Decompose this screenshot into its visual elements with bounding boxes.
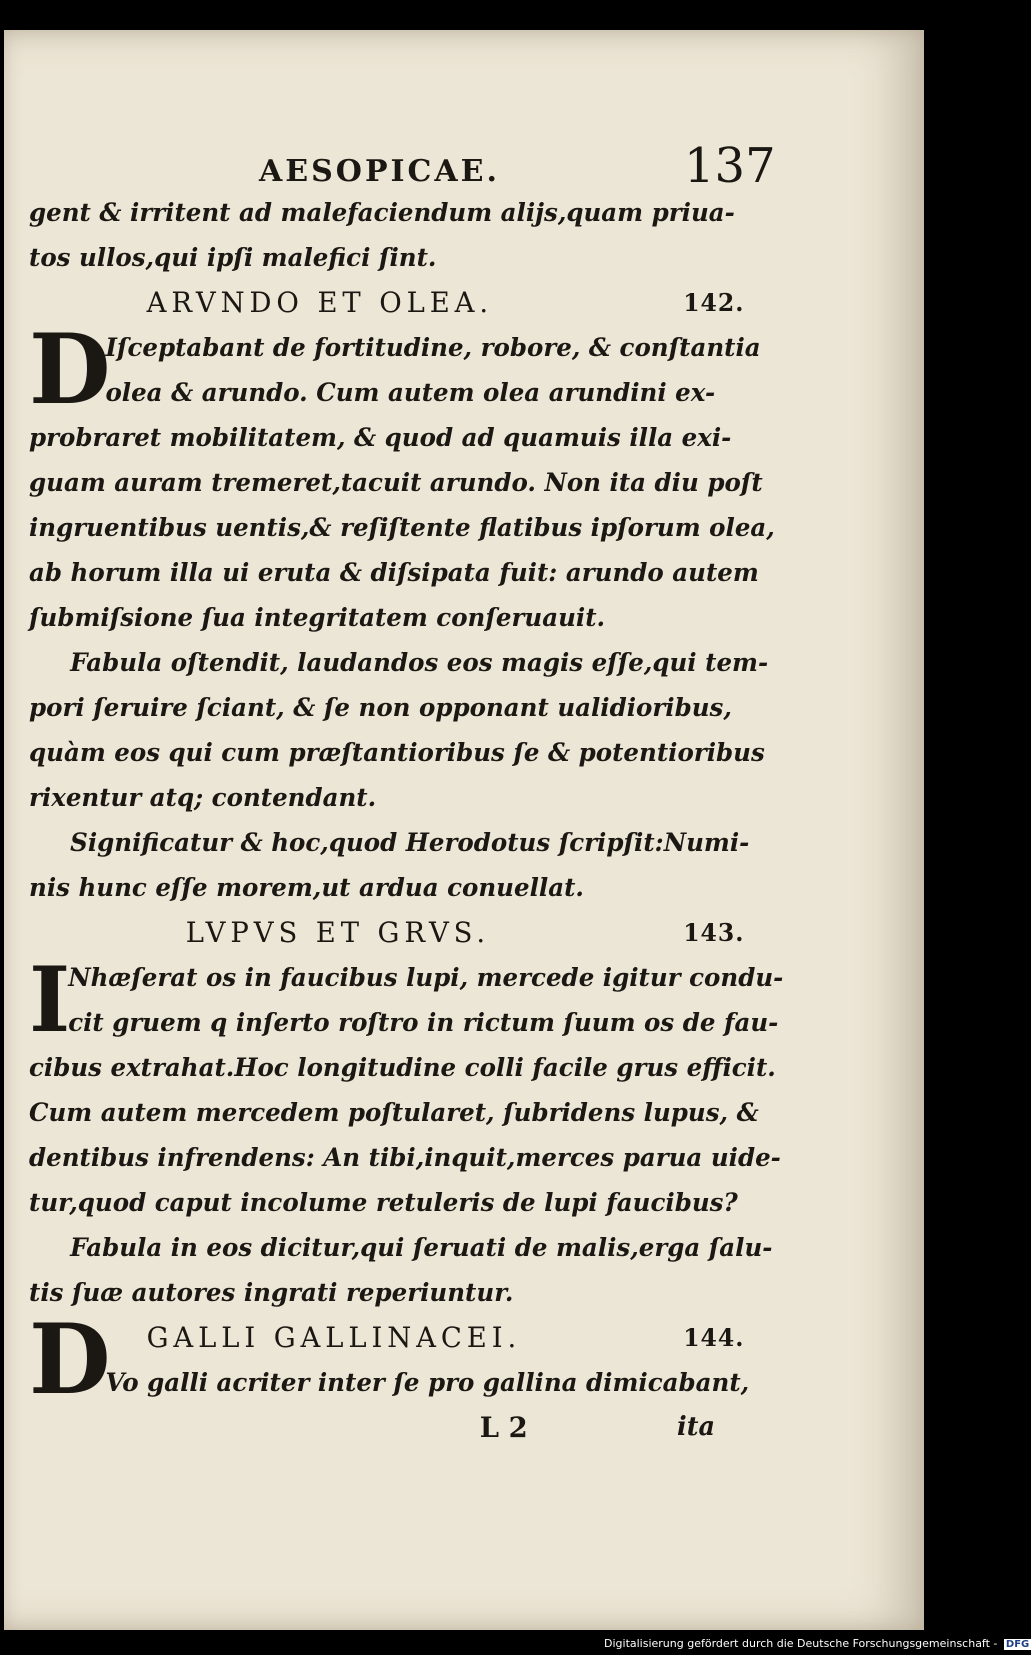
text-line: Vo galli acriter inter ſe pro gallina dimicabant, [105, 1368, 750, 1397]
drop-cap: I [29, 947, 71, 1053]
fable-title [29, 1315, 745, 1360]
text-line: probraret mobilitatem, & quod ad quamuis illa exi- [29, 423, 732, 452]
text-line: cibus extrahat.Hoc longitudine colli facile grus efficit. [29, 1053, 776, 1082]
fable-title-text: GALLI GALLINACEI. [146, 1321, 522, 1354]
fable-title-text: LVPVS ET GRVS. [185, 916, 490, 949]
text-line: quàm eos qui cum præſtantioribus ſe & potentioribus [29, 738, 765, 767]
text-line: ingruentibus uentis,& reſiſtente flatibus ipſorum olea, [29, 513, 775, 542]
drop-cap: D [29, 1303, 111, 1416]
text-line: Significatur & hoc,quod Herodotus ſcripſit:Numi- [70, 828, 750, 857]
fable-title-text: ARVNDO ET OLEA. [146, 286, 493, 319]
fable-text [29, 947, 784, 1225]
text-line: gent & irritent ad malefaciendum alijs,quam priua- [29, 198, 735, 227]
fable-text [29, 313, 775, 640]
text-line: pori ſeruire ſciant, & ſe non opponant ualidioribus, [29, 693, 732, 722]
fable-note [29, 820, 750, 910]
fable-text [29, 1303, 750, 1416]
fable-title [29, 910, 745, 955]
text-line: nis hunc eſſe morem,ut ardua conuellat. [29, 873, 584, 902]
text-line: Cum autem mercedem poſtularet, ſubridens lupus, & [29, 1098, 759, 1127]
page-header [4, 120, 924, 194]
fable-number: 144. [683, 1323, 745, 1352]
page-number: 137 [684, 138, 776, 194]
text-line: Iſceptabant de fortitudine, robore, & conſtantia [105, 333, 761, 362]
fable-number: 142. [683, 288, 745, 317]
signature-line [29, 1405, 735, 1455]
text-line: dentibus infrendens: An tibi,inquit,merces parua uide- [29, 1143, 781, 1172]
text-line: olea & arundo. Cum autem olea arundini ex- [105, 378, 716, 407]
text-line: ſubmiſsione ſua integritatem conſeruauit. [29, 603, 606, 632]
digitization-credit [604, 1637, 1031, 1650]
running-title: AESOPICAE. [259, 154, 500, 189]
signature-mark: L 2 [479, 1411, 528, 1444]
text-line: Fabula oſtendit, laudandos eos magis eſſe,qui tem- [70, 648, 769, 677]
text-line: rixentur atq; contendant. [29, 783, 377, 812]
catchword: ita [677, 1412, 715, 1442]
fable-moral [29, 1225, 773, 1315]
fable-title [29, 280, 745, 325]
text-line: ab horum illa ui eruta & diſsipata fuit: arundo autem [29, 558, 759, 587]
drop-cap: D [29, 313, 111, 426]
book-page [4, 30, 924, 1630]
dfg-logo: DFG [1005, 1639, 1030, 1650]
page-body [29, 190, 784, 1455]
text-line: guam auram tremeret,tacuit arundo. Non ita diu poſt [29, 468, 763, 497]
text-line: cit gruem q inſerto roſtro in rictum ſuum os de fau- [68, 1008, 779, 1037]
credit-text: Digitalisierung gefördert durch die Deutsche Forschungsgemeinschaft - [604, 1637, 998, 1650]
text-line: Fabula in eos dicitur,qui ſeruati de malis,erga ſalu- [70, 1233, 773, 1262]
text-line: tis ſuæ autores ingrati reperiuntur. [29, 1278, 514, 1307]
text-line: Nhæſerat os in faucibus lupi, mercede igitur condu- [68, 963, 784, 992]
text-line: tos ullos,qui ipſi malefici ſint. [29, 243, 437, 272]
fable-number: 143. [683, 918, 745, 947]
fable-moral [29, 640, 769, 820]
text-line: tur,quod caput incolume retuleris de lupi faucibus? [29, 1188, 738, 1217]
